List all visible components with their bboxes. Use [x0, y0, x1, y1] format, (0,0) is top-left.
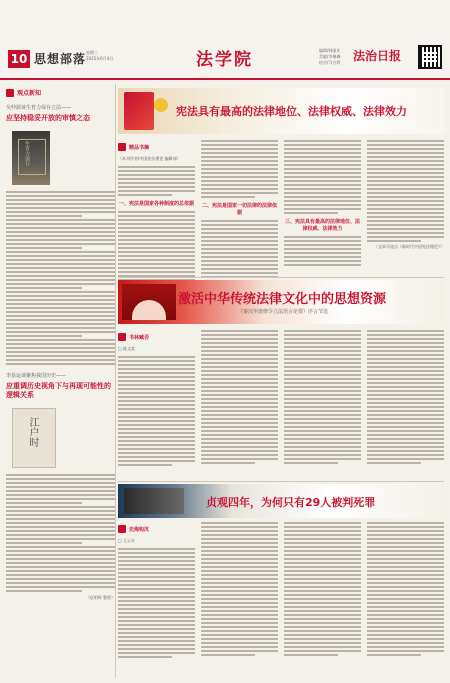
- issue-date: 2025年6月4日: [86, 56, 114, 61]
- left-section-tag: [6, 88, 115, 97]
- banner1-title: 宪法具有最高的法律地位、法律权威、法律效力: [176, 105, 407, 118]
- divider: [118, 277, 444, 278]
- article3-tag: 史海钩沉: [129, 526, 150, 533]
- article2-col1: [118, 330, 195, 480]
- article3-col2: [201, 522, 278, 672]
- section-tag-label: 观点新知: [17, 90, 42, 97]
- article1-subhead-2: 二、宪法是国家一切法律的法律依据: [201, 203, 277, 216]
- banner-constitution: [118, 88, 444, 134]
- article3-col3: [284, 522, 361, 672]
- proofreader-line: 校对/马吉利: [319, 60, 341, 65]
- article3-author: □ 王云夫: [118, 538, 136, 543]
- article2-tag: 书林臧否: [129, 334, 150, 341]
- article3-col1: [118, 522, 195, 672]
- article1-col1: [118, 140, 195, 276]
- book-cover-title: 生育力保存: [24, 141, 30, 166]
- book-cover-title-2: 江户时: [27, 417, 38, 447]
- article1-col2: [201, 140, 278, 276]
- gate-illustration-icon: [122, 284, 176, 320]
- book-cover-image-2: [12, 408, 56, 468]
- article1-subhead-3: 三、宪法具有最高的法律地位、法律权威、法律效力: [284, 219, 360, 232]
- article-book-excerpt: [118, 140, 444, 276]
- page-theme: 法学院: [196, 50, 253, 70]
- designer-line: 美编/李琳琳: [319, 54, 341, 59]
- banner2-subtitle: 《秦汉至唐律令立法语言论要》序言节选: [238, 309, 329, 315]
- editors-info: [319, 48, 340, 66]
- newspaper-logo: 法治日报: [353, 49, 402, 63]
- article1-col4: [367, 140, 444, 276]
- section-marker-icon: [118, 333, 126, 341]
- divider: [118, 481, 444, 482]
- article1-body: [6, 191, 115, 365]
- article3-col4: [367, 522, 444, 672]
- article2-author: □ 陈文富: [118, 346, 136, 351]
- section-marker-icon: [118, 525, 126, 533]
- article2-headline: 应重调历史视角下与再现可能性的逻辑关系: [6, 382, 111, 399]
- article2-col3: [284, 330, 361, 480]
- left-byline: （赵明辉 整理）: [85, 595, 115, 600]
- section-name: 思想部落: [34, 52, 87, 66]
- flag-emblem-icon: [124, 92, 154, 130]
- section-marker-icon: [118, 143, 126, 151]
- article1-author: （本刊作者/中国宪法理论 编辑部）: [118, 156, 181, 161]
- article2-body: [6, 474, 115, 592]
- qr-code-icon: [418, 45, 442, 69]
- banner3-title: 贞观四年，为何只有29人被判死罪: [206, 496, 376, 509]
- section-marker-icon: [6, 89, 14, 97]
- article-history: [118, 522, 444, 672]
- books-illustration-icon: [124, 488, 184, 514]
- article1-col3: [284, 140, 361, 276]
- article2-col4: [367, 330, 444, 480]
- banner-traditional-law: [118, 280, 444, 324]
- article1-headline: 应坚持稳妥开放的审慎之态: [6, 114, 90, 122]
- issue-info: [86, 50, 113, 62]
- article1-signature: （文章节选自《新时代中国宪法理论》）: [374, 244, 444, 249]
- page-number: 10: [8, 50, 30, 68]
- book-cover-image: [12, 131, 50, 185]
- article1-subhead-1: 一、宪法是国家各种制度的总依据: [118, 201, 194, 207]
- article2-subtitle: 李显运谈聚焦我国历史——: [6, 373, 67, 379]
- masthead: [0, 0, 450, 80]
- banner-zhenguan: [118, 484, 444, 518]
- article2-col2: [201, 330, 278, 480]
- article1-tag: 精品书摘: [129, 144, 150, 151]
- article-book-review: [118, 330, 444, 480]
- article1-subtitle: 吴仲源谈生育力保存立法——: [6, 105, 72, 111]
- banner2-title: 激活中华传统法律文化中的思想资源: [178, 292, 387, 307]
- issue-weekday: 星期三: [86, 50, 98, 55]
- left-column: [6, 84, 116, 678]
- editor-line: 编辑/韩丽业: [319, 48, 341, 53]
